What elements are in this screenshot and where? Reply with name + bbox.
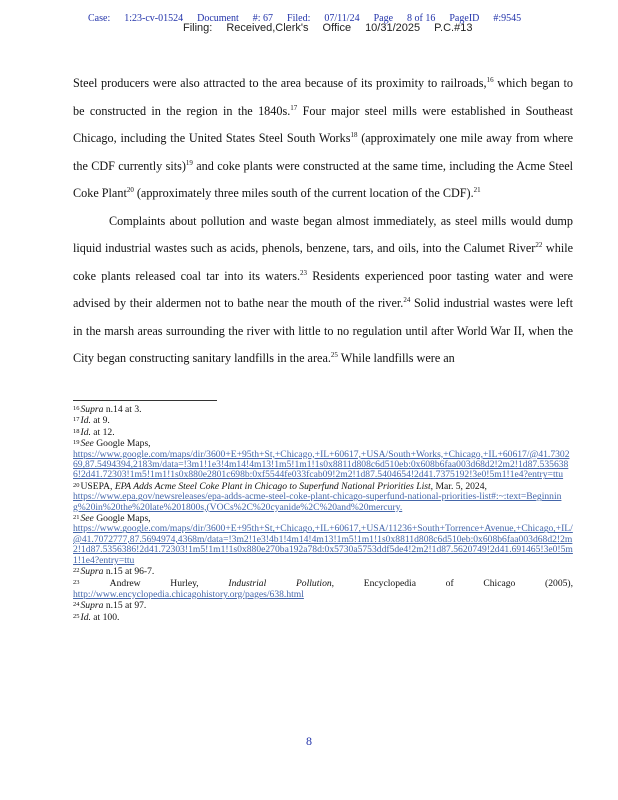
footnote-20: $^{20}$USEPA, EPA Adds Acme Steel Coke Plant in Chicago to Superfund National Priorities List, Mar. 5, 2024, https://www.epa.gov/newsreleases/epa-adds-acme-steel-coke-plant-chicago-superfund-national-priorities-list#:~:text=Beginning%20in%20the%20late%201800s,(VOCs%2C%20cyanide%2C%20and%20mercury. bbox=[73, 480, 562, 513]
footnote-ref[interactable]: 17 bbox=[290, 103, 298, 112]
footnote-24: $^{24}$Supra n.15 at 97. bbox=[73, 600, 147, 612]
footnote-23-url-line bbox=[73, 590, 573, 600]
footnote-21-link[interactable]: https://www.google.com/maps/dir/3600+E+95th+St,+Chicago,+IL+60617,+USA/11236+South+Torrence+Avenue,+Chicago,+IL/@41.7072777,87.5694974,4368m/data=!3m2!1e3!4b1!4m14!4m13!1m5!1m1!1s0x8811d808c6d510eb:0x608b6faa003d68d2!2m2!1d87.5356386!2d41.72303!1m5!1m1!1s0x880e270ba192a78d:0x5730a5753ddf5de4!2m2!1d87.5620749!2d41.691465!3e0!5m1!1e4?entry=ttu bbox=[73, 523, 573, 566]
footnotes bbox=[73, 405, 573, 624]
received-stamp bbox=[183, 22, 486, 34]
ecf-page-label: Page bbox=[373, 13, 394, 24]
ecf-pageid-label: PageID bbox=[449, 13, 480, 24]
document-body bbox=[73, 70, 573, 373]
footnote-19-link[interactable]: https://www.google.com/maps/dir/3600+E+95th+St,+Chicago,+IL+60617,+USA/South+Works,+Chicago,+IL+60617/@41.730269,87.5494394,2183m/data=!3m1!1e3!4m14!4m13!1m5!1m1!1s0x8811d808c6d510eb:0x608b6faa003d68d2!2m2!1d87.5356386!2d41.72303!1m5!1m1!1s0x880e2801c698b:0xf5544fe033fcab09!2m2!1d87.5404654!2d41.7375192!3e0!5m1!1e4?entry=ttu bbox=[73, 448, 570, 481]
footnote-22: $^{22}$Supra n.15 at 96-7. bbox=[73, 566, 155, 578]
footnote-18: $^{18}$Id. at 12. bbox=[73, 426, 115, 438]
body-paragraph: Complaints about pollution and waste began almost immediately, as steel mills would dump liquid industrial wastes such as acids, phenols, benzene, tars, and oils, into the Calumet River$^{22}$ while coke plants released coal tar into its waters.$^{23}$ Residents experienced poor tasting water and were advised by their aldermen not to bathe near the mouth of the river.$^{24}$ Solid industrial wastes were left in the marsh areas surrounding the river with little to no regulation until after World War II, when the City began constructing sanitary landfills in the area.$^{25}$ While landfills were an bbox=[73, 213, 574, 365]
stamp-received: Received,Clerk's bbox=[226, 22, 309, 34]
footnote-16: $^{16}$Supra n.14 at 3. bbox=[73, 404, 142, 415]
footnote-ref[interactable]: 19 bbox=[185, 158, 193, 167]
footnote-ref[interactable]: 24 bbox=[403, 296, 411, 304]
stamp-filing: Filing: bbox=[183, 22, 213, 34]
ecf-document-number: #: 67 bbox=[252, 13, 274, 24]
ecf-filed-date: 07/11/24 bbox=[324, 13, 360, 24]
stamp-date: 10/31/2025 bbox=[365, 22, 421, 34]
page-number: 8 bbox=[306, 734, 312, 748]
footnote-21: $^{21}$See Google Maps, https://www.google.com/maps/dir/3600+E+95th+St,+Chicago,+IL+60617,+USA/11236+South+Torrence+Avenue,+Chicago,+IL/@41.7072777,87.5694974,4368m/data=!3m2!1e3!4b1!4m14!4m13!1m5!1m1!1s0x8811d808c6d510eb:0x608b6faa003d68d2!2m2!1d87.5356386!2d41.72303!1m5!1m1!1s0x880e270ba192a78d:0x5730a5753ddf5de4!2m2!1d87.5620749!2d41.691465!3e0!5m1!1e4?entry=ttu bbox=[73, 513, 573, 566]
footnote-ref[interactable]: 21 bbox=[473, 186, 481, 194]
ecf-filed-label: Filed: bbox=[287, 13, 311, 24]
footnote-25: $^{25}$Id. at 100. bbox=[73, 611, 120, 623]
footnote-23-link[interactable]: http://www.encyclopedia.chicagohistory.org/pages/638.html bbox=[73, 588, 304, 600]
footnote-23: $^{23}$ Andrew Hurley, Industrial Pollution, Encyclopedia of Chicago (2005), bbox=[73, 577, 574, 589]
footnote-19: $^{19}$See Google Maps, https://www.google.com/maps/dir/3600+E+95th+St,+Chicago,+IL+60617,+USA/South+Works,+Chicago,+IL+60617/@41.730269,87.5494394,2183m/data=!3m1!1e3!4m14!4m13!1m5!1m1!1s0x8811d808c6d510eb:0x608b6faa003d68d2!2m2!1d87.5356386!2d41.72303!1m5!1m1!1s0x880e2801c698b:0xf5544fe033fcab09!2m2!1d87.5404654!2d41.7375192!3e0!5m1!1e4?entry=ttu bbox=[73, 438, 570, 481]
ecf-case-label: Case: bbox=[88, 13, 111, 24]
footnote-20-link[interactable]: https://www.epa.gov/newsreleases/epa-adds-acme-steel-coke-plant-chicago-superfund-national-priorities-list#:~:text=Beginning%20in%20the%20late%201800s,(VOCs%2C%20cyanide%2C%20and%20mercury. bbox=[73, 491, 562, 513]
footnote-ref[interactable]: 16 bbox=[486, 76, 494, 84]
footnote-ref[interactable]: 22 bbox=[535, 241, 543, 249]
stamp-pc: P.C.#13 bbox=[434, 22, 473, 34]
ecf-page-of: 8 of 16 bbox=[407, 13, 436, 24]
body-paragraph: Steel producers were also attracted to the area because of its proximity to railroads,$^{16}$ which began to be constructed in the region in the 1840s.$^{17}$ Four major steel mills were established in Southeast Chicago, including the United States Steel South Works$^{18}$ (approximately one mile away from where the CDF currently sits)$^{19}$ and coke plants were constructed at the same time, including the Acme Steel Coke Plant$^{20}$ (approximately three miles south of the current location of the CDF).$^{21}$ bbox=[73, 76, 574, 200]
footnote-17: $^{17}$Id. at 9. bbox=[73, 415, 110, 427]
footnote-ref[interactable]: 25 bbox=[330, 351, 338, 359]
ecf-case-number: 1:23-cv-01524 bbox=[124, 13, 184, 24]
footnote-ref[interactable]: 20 bbox=[126, 186, 134, 194]
footnote-ref[interactable]: 18 bbox=[350, 131, 358, 139]
footnote-separator bbox=[73, 400, 217, 401]
stamp-office: Office bbox=[322, 22, 352, 34]
footnote-ref[interactable]: 23 bbox=[300, 268, 308, 277]
ecf-document-label: Document bbox=[197, 13, 239, 24]
ecf-pageid-number: #:9545 bbox=[493, 13, 522, 24]
